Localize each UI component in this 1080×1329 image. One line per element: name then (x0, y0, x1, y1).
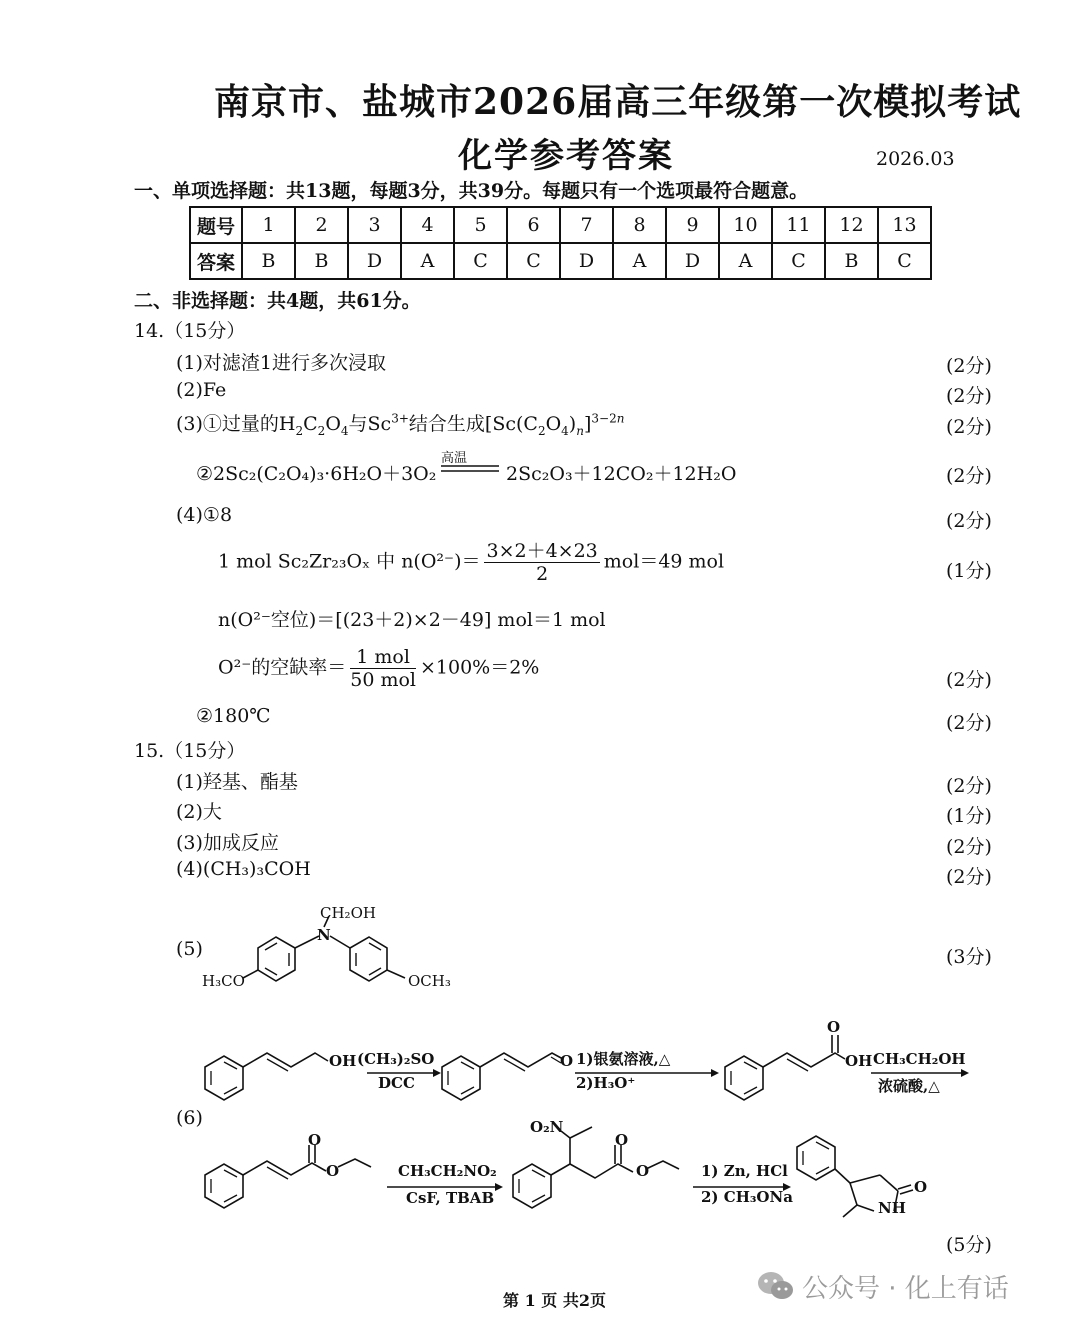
section1-heading: 一、单项选择题：共13题，每题3分，共39分。每题只有一个选项最符合题意。 (134, 180, 809, 202)
reaction-condition: 高温 (441, 451, 468, 466)
q14-calc1-score: (1分) (946, 560, 992, 582)
page-title: 南京市、盐城市2026届高三年级第一次模拟考试 (214, 81, 1022, 123)
reagent-4-top: CH₃CH₂NO₂ (398, 1162, 497, 1180)
question-number: 8 (613, 207, 666, 243)
reagent-1-top: (CH₃)₂SO (357, 1050, 435, 1068)
q14-calc3-score: (2分) (946, 669, 992, 691)
q14-part2-score: (2分) (946, 385, 992, 407)
acid-carbonyl-o: O (827, 1018, 841, 1036)
row-label-question: 题号 (190, 207, 242, 243)
question-number: 5 (454, 207, 507, 243)
q15-part6-score: (5分) (946, 1234, 992, 1256)
q14-part3b-score: (2分) (946, 465, 992, 487)
q15-part6: (6) (176, 1107, 203, 1129)
q14-calc2: n(O²⁻空位)＝[(23＋2)×2－49] mol＝1 mol (218, 609, 606, 631)
fraction: $\frac{3\times 2+4\times 23}{2}$ (486, 540, 598, 585)
fraction: $\frac{\text{1 mol}}{\text{50 mol}}$ (350, 646, 416, 691)
page-footer: 第 1 页 共2页 (503, 1291, 606, 1310)
watermark-text: 公众号 · 化上有话 (802, 1274, 1009, 1304)
answer-table (189, 206, 932, 280)
reagent-5-top: 1) Zn, HCl (701, 1162, 788, 1180)
aldehyde-o-label: O (560, 1052, 574, 1070)
question-number: 13 (878, 207, 931, 243)
q14-calc1: 1 mol Sc₂Zr₂₃Oₓ 中 n(O²⁻)＝ $\frac{3\times 2+4\times 23}{2}$ mol＝49 mol (218, 540, 725, 585)
table-row-questions (190, 207, 931, 243)
answer-cell: D (560, 243, 613, 279)
q14-calc3: O²⁻的空缺率＝ $\frac{\text{1 mol}}{\text{50 mol}}$ ×100%＝2% (218, 646, 540, 691)
reagent-2-top: 1)银氨溶液,△ (576, 1050, 671, 1068)
answer-cell: C (507, 243, 560, 279)
q15-part2: (2)大 (176, 801, 222, 823)
ester2-ether-o: O (636, 1162, 650, 1180)
answer-cell: D (348, 243, 401, 279)
reagent-5-bottom: 2) CH₃ONa (701, 1188, 793, 1206)
answer-cell: B (825, 243, 878, 279)
answer-cell: C (454, 243, 507, 279)
ch2oh-label: CH₂OH (320, 904, 376, 922)
q14-part3b-reactants: ②2Sc₂(C₂O₄)₃·6H₂O＋3O₂ (196, 463, 437, 485)
row-label-answer: 答案 (190, 243, 242, 279)
exam-date: 2026.03 (876, 148, 955, 170)
answer-cell: A (719, 243, 772, 279)
question-number: 12 (825, 207, 878, 243)
q14-part2: (2)Fe (176, 379, 227, 401)
reagent-3-bottom: 浓硫酸,△ (878, 1077, 940, 1095)
answer-cell: C (878, 243, 931, 279)
q15-part1-score: (2分) (946, 775, 992, 797)
q14-part1: (1)对滤渣1进行多次浸取 (176, 352, 387, 374)
reagent-1-bottom: DCC (378, 1074, 415, 1092)
ester1-ether-o: O (326, 1162, 340, 1180)
question-number: 10 (719, 207, 772, 243)
q14-part3a-score: (2分) (946, 416, 992, 438)
q15-part3: (3)加成反应 (176, 832, 279, 854)
q15-part4: (4)(CH₃)₃COH (176, 858, 311, 880)
nitro-label: O₂N (530, 1118, 564, 1136)
nitrogen-label: N (317, 926, 331, 944)
q15-part2-score: (1分) (946, 805, 992, 827)
answer-cell: A (613, 243, 666, 279)
answer-cell: D (666, 243, 719, 279)
table-row-answers (190, 243, 931, 279)
reagent-3-top: CH₃CH₂OH (873, 1050, 966, 1068)
q15-part5-score: (3分) (946, 946, 992, 968)
q15-part5: (5) (176, 938, 203, 960)
equals-arrow-icon (441, 464, 499, 474)
page-subtitle: 化学参考答案 (458, 136, 674, 176)
methoxy-right-label: OCH₃ (408, 972, 451, 990)
answer-cell: B (242, 243, 295, 279)
question-number: 1 (242, 207, 295, 243)
ester1-carbonyl-o: O (308, 1131, 322, 1149)
hydroxyl-label: OH (329, 1052, 357, 1070)
lactam-o-label: O (914, 1178, 928, 1196)
q15-part4-score: (2分) (946, 866, 992, 888)
q14-part4b-score: (2分) (946, 712, 992, 734)
question-number: 9 (666, 207, 719, 243)
question-number: 7 (560, 207, 613, 243)
question-number: 4 (401, 207, 454, 243)
q14-part4a: (4)①8 (176, 504, 233, 526)
methoxy-left-label: H₃CO (202, 972, 245, 990)
section2-heading: 二、非选择题：共4题，共61分。 (134, 290, 421, 312)
q14-label: 14.（15分） (134, 320, 246, 342)
question-number: 3 (348, 207, 401, 243)
q15-part1: (1)羟基、酯基 (176, 771, 298, 793)
reagent-2-bottom: 2)H₃O⁺ (576, 1074, 636, 1092)
question-number: 2 (295, 207, 348, 243)
answer-cell: A (401, 243, 454, 279)
lactam-nh-label: NH (878, 1199, 906, 1217)
q14-part4b: ②180℃ (196, 705, 271, 727)
answer-cell: B (295, 243, 348, 279)
q15-label: 15.（15分） (134, 740, 246, 762)
ester2-carbonyl-o: O (615, 1131, 629, 1149)
q15-part3-score: (2分) (946, 836, 992, 858)
q14-part3b-products: 2Sc₂O₃＋12CO₂＋12H₂O (506, 463, 737, 485)
reagent-4-bottom: CsF, TBAB (406, 1189, 495, 1207)
answer-cell: C (772, 243, 825, 279)
q14-part1-score: (2分) (946, 355, 992, 377)
question-number: 6 (507, 207, 560, 243)
wechat-icon (756, 1269, 796, 1303)
acid-oh-label: OH (845, 1052, 873, 1070)
q14-part3a: (3)①过量的$H_2C_2O_4$与$Sc^{3+}$结合生成$[Sc(C_2O_4)_n]^{3-2n}$ (176, 411, 625, 438)
question-number: 11 (772, 207, 825, 243)
q14-part4a-score: (2分) (946, 510, 992, 532)
